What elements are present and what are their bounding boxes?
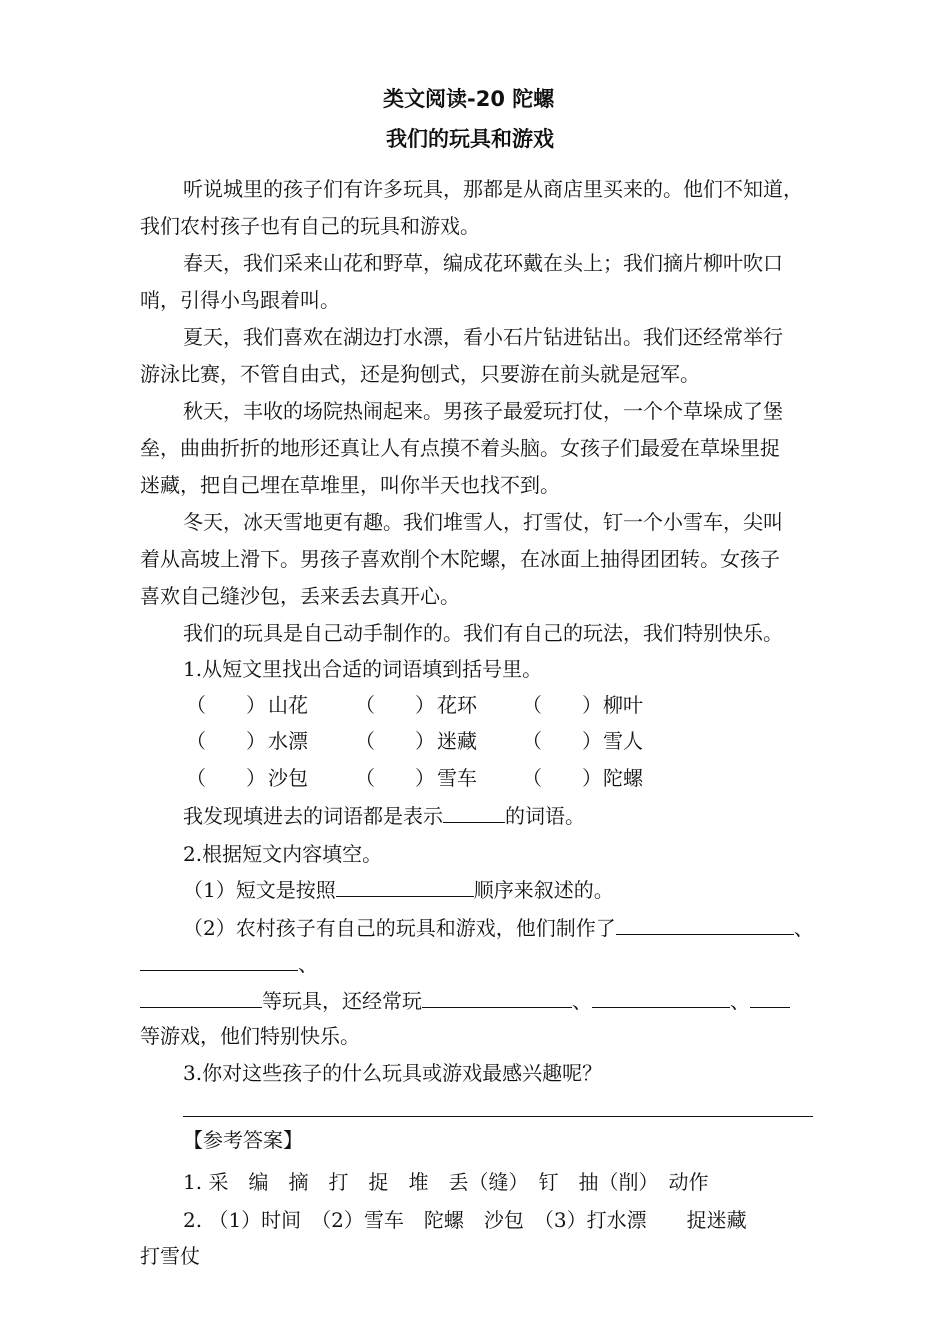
q2-part2-mid: 等玩具，还经常玩 [262, 989, 422, 1013]
q1-bracket[interactable]: （ ） [186, 729, 266, 753]
q1-bracket[interactable]: （ ） [355, 693, 435, 717]
q2-blank-toy3[interactable] [140, 987, 262, 1008]
passage-line: 喜欢自己缝沙包，丢来丢去真开心。 [140, 584, 460, 608]
q1-word: 沙包 [268, 766, 308, 790]
q1-bracket[interactable]: （ ） [522, 693, 602, 717]
passage-line: 游泳比赛，不管自由式，还是狗刨式，只要游在前头就是冠军。 [140, 362, 700, 386]
q1-bracket[interactable]: （ ） [186, 693, 266, 717]
passage-line: 春天，我们采来山花和野草，编成花环戴在头上；我们摘片柳叶吹口 [183, 251, 783, 275]
q2-part2-before: （2）农村孩子有自己的玩具和游戏，他们制作了 [183, 916, 616, 940]
q1-note-before: 我发现填进去的词语都是表示 [183, 804, 443, 828]
q2-sep: 、 [298, 952, 318, 976]
passage-line: 垒，曲曲折折的地形还真让人有点摸不着头脑。女孩子们最爱在草垛里捉 [140, 436, 780, 460]
q2-part1 [183, 876, 614, 903]
answer-line: 2. （1）时间 （2）雪车 陀螺 沙包 （3）打水漂 捉迷藏 [183, 1208, 747, 1232]
q1-bracket[interactable]: （ ） [355, 729, 435, 753]
passage-line: 我们的玩具是自己动手制作的。我们有自己的玩法，我们特别快乐。 [183, 621, 783, 645]
q1-word: 雪人 [603, 729, 643, 753]
passage-line: 冬天，冰天雪地更有趣。我们堆雪人，打雪仗，钉一个小雪车，尖叫 [183, 510, 783, 534]
passage-line: 秋天，丰收的场院热闹起来。男孩子最爱玩打仗，一个个草垛成了堡 [183, 399, 783, 423]
answer-line: 打雪仗 [140, 1244, 200, 1268]
passage-line: 夏天，我们喜欢在湖边打水漂，看小石片钻进钻出。我们还经常举行 [183, 325, 783, 349]
q1-word: 水漂 [268, 729, 308, 753]
q2-part2-line2 [140, 950, 318, 977]
q2-part2-line3 [140, 987, 790, 1014]
q1-word: 雪车 [437, 766, 477, 790]
q1-note-after: 的词语。 [505, 804, 585, 828]
page-subtitle: 我们的玩具和游戏 [386, 127, 554, 151]
q2-sep: 、 [572, 989, 592, 1013]
q1-bracket[interactable]: （ ） [355, 766, 435, 790]
q2-blank-game2[interactable] [592, 987, 730, 1008]
q1-note [183, 802, 585, 829]
q2-part2 [183, 914, 814, 941]
q1-blank[interactable] [443, 802, 505, 823]
q1-word: 山花 [268, 693, 308, 717]
q2-sep: 、 [793, 916, 814, 940]
q1-bracket[interactable]: （ ） [522, 766, 602, 790]
q2-blank-toy2[interactable] [140, 950, 298, 971]
page-title: 类文阅读-20 陀螺 [383, 87, 555, 111]
q2-part1-before: （1）短文是按照 [183, 878, 336, 902]
q1-word: 花环 [437, 693, 477, 717]
q2-sep: 、 [730, 989, 750, 1013]
passage-line: 迷藏，把自己埋在草堆里，叫你半天也找不到。 [140, 473, 560, 497]
q1-word: 陀螺 [603, 766, 643, 790]
answers-heading: 【参考答案】 [183, 1128, 303, 1152]
passage-line: 哨，引得小鸟跟着叫。 [140, 288, 340, 312]
q1-prompt: 1.从短文里找出合适的词语填到括号里。 [183, 657, 543, 681]
q2-blank-order[interactable] [336, 876, 474, 897]
q1-word: 柳叶 [603, 693, 643, 717]
q2-part1-after: 顺序来叙述的。 [473, 878, 614, 902]
q1-bracket[interactable]: （ ） [186, 766, 266, 790]
q2-part2-end: 等游戏，他们特别快乐。 [140, 1024, 360, 1048]
q2-blank-toy1[interactable] [616, 914, 794, 935]
q1-bracket[interactable]: （ ） [522, 729, 602, 753]
passage-line: 我们农村孩子也有自己的玩具和游戏。 [140, 214, 480, 238]
passage-line: 着从高坡上滑下。男孩子喜欢削个木陀螺，在冰面上抽得团团转。女孩子 [140, 547, 780, 571]
answer-line: 1. 采 编 摘 打 捉 堆 丢（缝） 钉 抽（削） 动作 [183, 1170, 709, 1194]
q3-prompt: 3.你对这些孩子的什么玩具或游戏最感兴趣呢？ [183, 1061, 603, 1085]
q2-prompt: 2.根据短文内容填空。 [183, 842, 383, 866]
q2-blank-game1[interactable] [422, 987, 572, 1008]
passage-line: 听说城里的孩子们有许多玩具，那都是从商店里买来的。他们不知道， [183, 177, 803, 201]
q1-word: 迷藏 [437, 729, 477, 753]
q2-blank-game3[interactable] [750, 987, 790, 1008]
q3-answer-line[interactable] [183, 1116, 813, 1117]
